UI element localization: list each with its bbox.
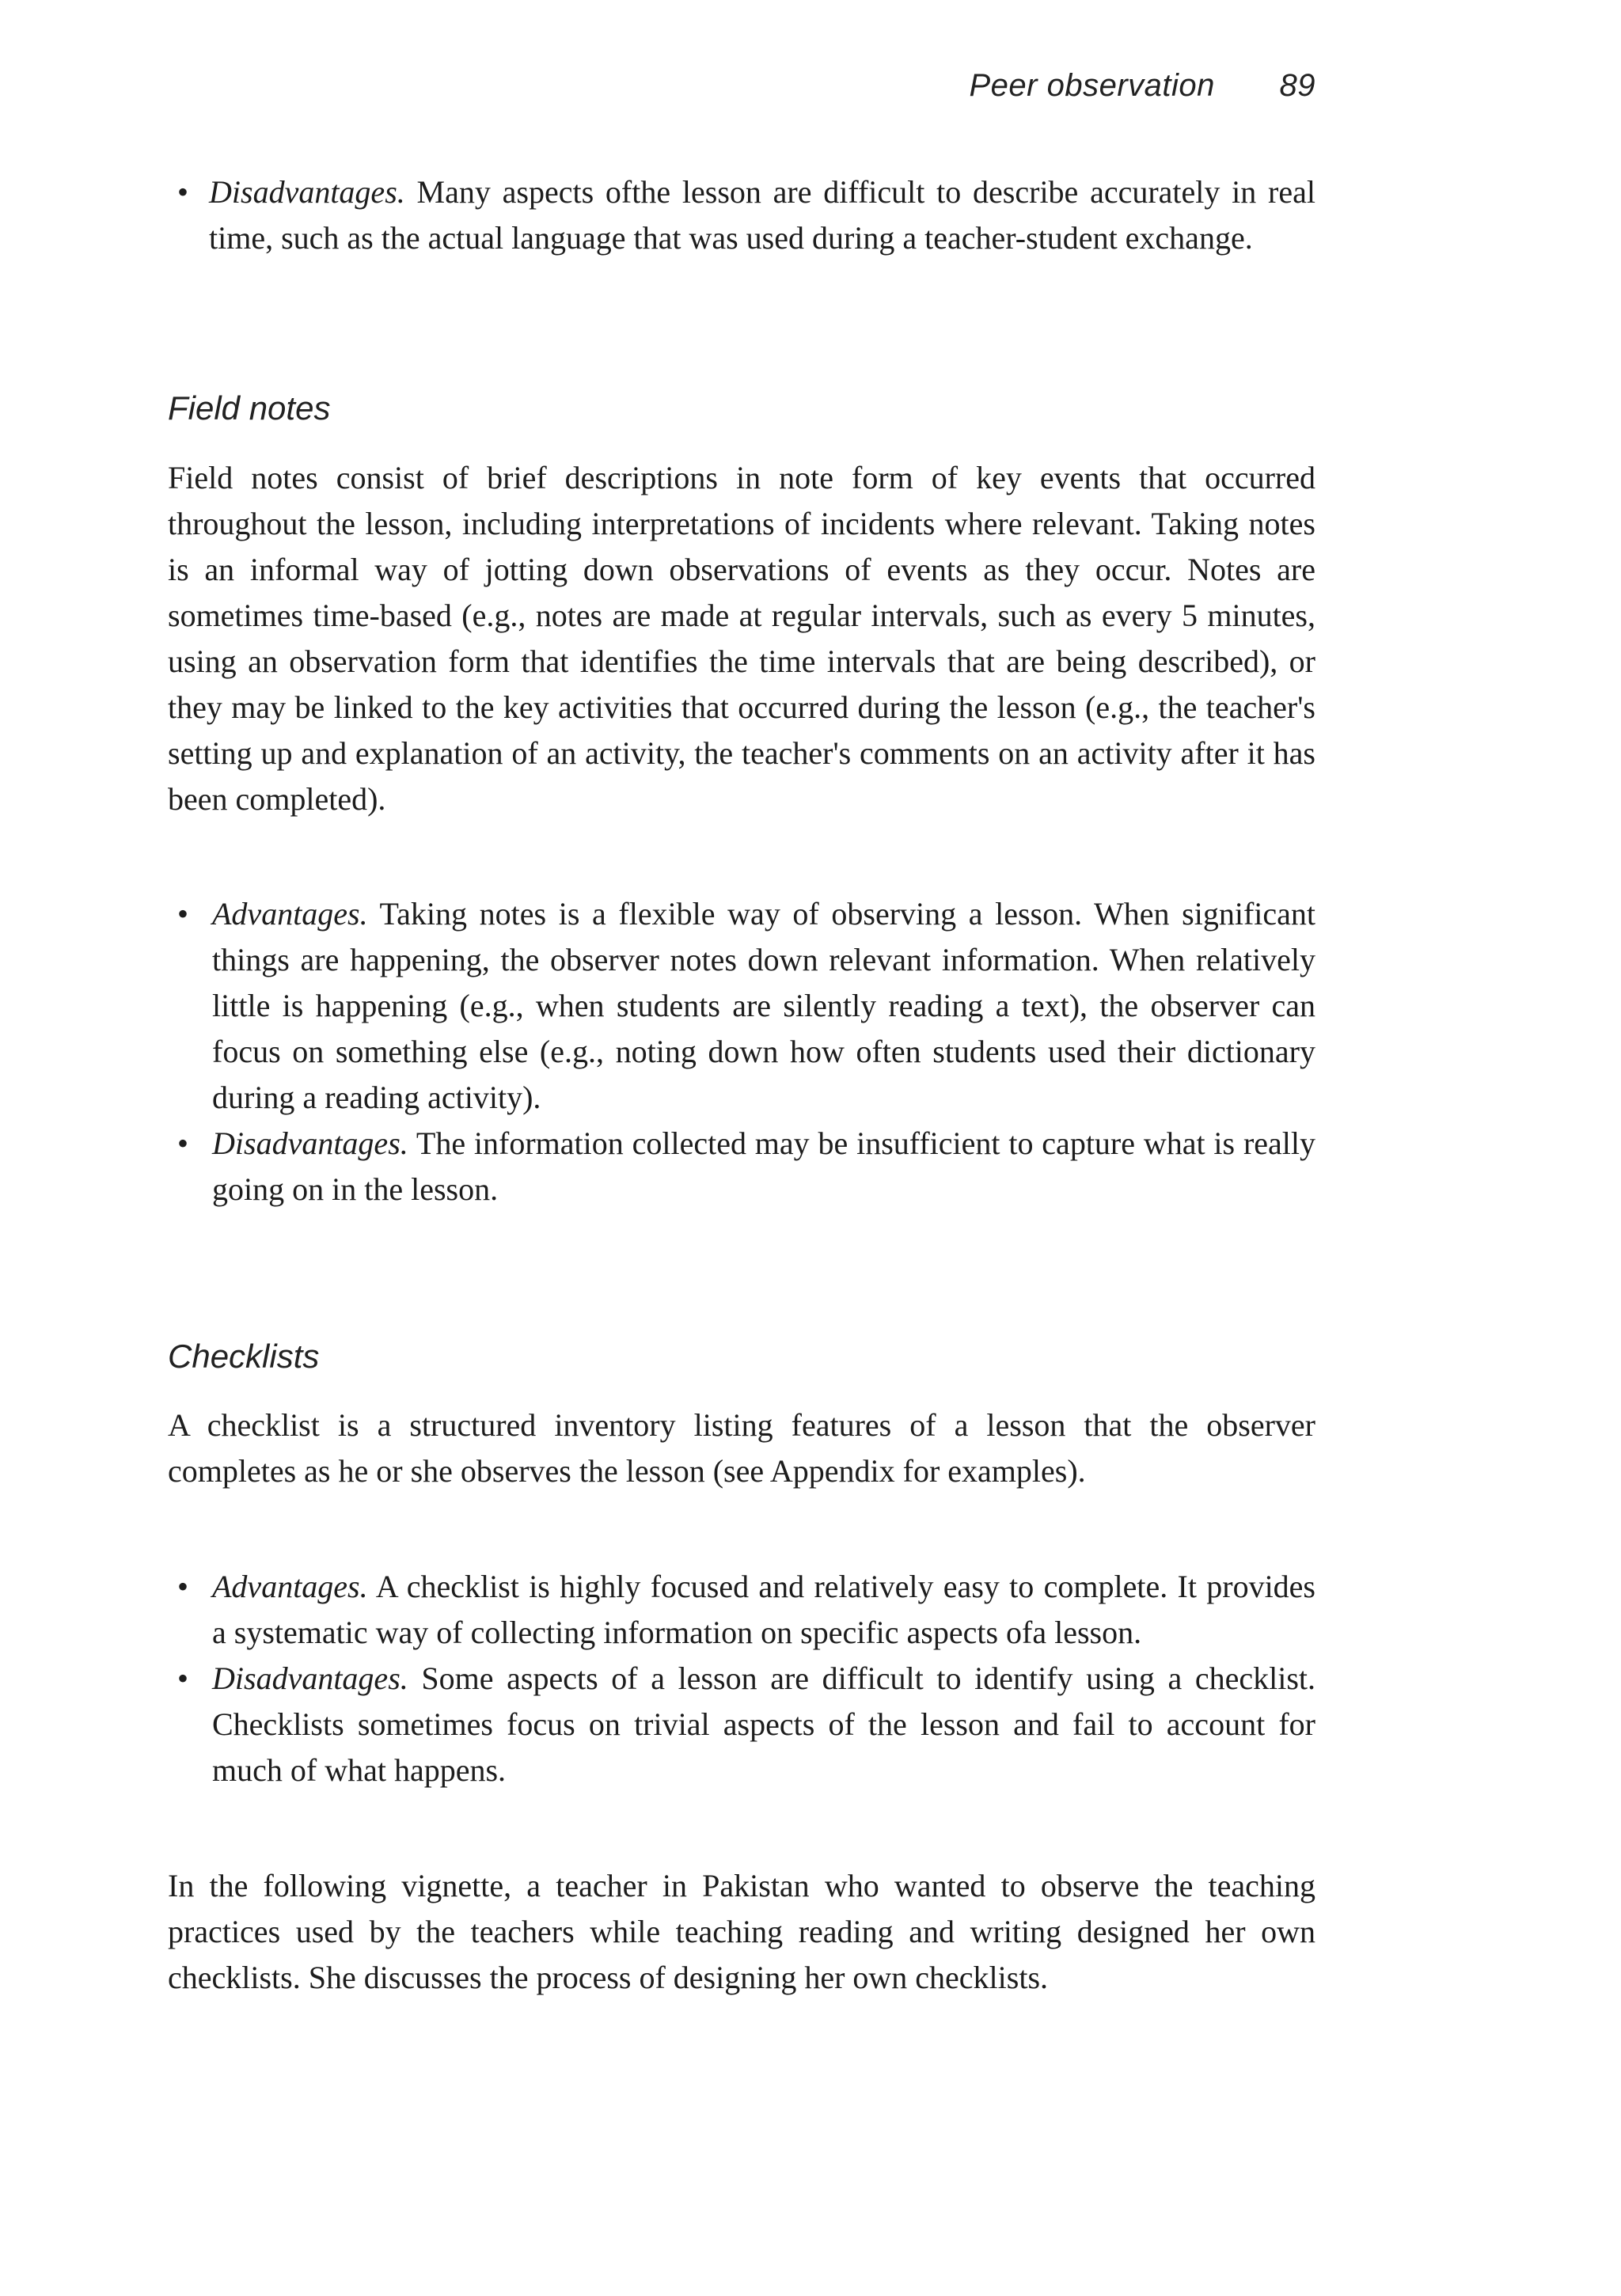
intro-bullet: [168, 169, 1315, 261]
section-heading-field-notes: Field notes: [168, 389, 331, 427]
list-item: [168, 891, 1315, 1121]
section-heading-checklists: Checklists: [168, 1338, 320, 1375]
bullet-dot: •: [177, 1569, 189, 1604]
bullet-label: Disadvantages.: [212, 1660, 408, 1696]
bullet-text: Many aspects ofthe lesson are difficult to describe accurately in real time, such as the actual language that was used during a teacher-student exchange.: [209, 174, 1316, 256]
bullet-dot: •: [177, 1660, 189, 1696]
list-item: [168, 1656, 1315, 1793]
running-header-title: Peer observation: [969, 68, 1215, 103]
bullet-text: A checklist is highly focused and relatively easy to complete. It provides a systematic way of collecting information on specific aspects ofa lesson.: [212, 1569, 1315, 1650]
checklists-paragraph: A checklist is a structured inventory listing features of a lesson that the observer completes as he or she observes the lesson (see Appendix for examples).: [168, 1407, 1315, 1489]
bullet-label: Disadvantages.: [212, 1125, 408, 1161]
bullet-dot: •: [177, 896, 189, 932]
bullet-label: Disadvantages.: [209, 174, 405, 210]
bullet-dot: •: [177, 1125, 189, 1161]
list-item: [168, 1564, 1315, 1656]
field-notes-paragraph: Field notes consist of brief descriptions in note form of key events that occurred throughout the lesson, including interpretations of incidents where relevant. Taking notes is an informal way of jotting down observations of events as they occur. Notes are sometimes time-based (e.g., notes are made at regular intervals, such as every 5 minutes, using an observation form that identifies the time intervals that are being described), or they may be linked to the key activities that occurred during the lesson (e.g., the teacher's setting up and explanation of an activity, the teacher's comments on an activity after it has been completed).: [168, 460, 1315, 817]
running-header: [969, 68, 1315, 104]
closing-paragraph: In the following vignette, a teacher in Pakistan who wanted to observe the teaching practices used by the teachers while teaching reading and writing designed her own checklists. She discusses the process of designing her own checklists.: [168, 1868, 1315, 1995]
bullet-text: Some aspects of a lesson are difficult to identify using a checklist. Checklists sometimes focus on trivial aspects of the lesson and fail to account for much of what happens.: [212, 1660, 1315, 1788]
bullet-label: Advantages.: [212, 896, 368, 932]
bullet-text: Taking notes is a flexible way of observing a lesson. When significant things are happening, the observer notes down relevant information. When relatively little is happening (e.g., when students are silently reading a text), the observer can focus on something else (e.g., noting down how often students used their dictionary during a reading activity).: [212, 896, 1315, 1115]
bullet-label: Advantages.: [212, 1569, 368, 1604]
list-item: [168, 1121, 1315, 1213]
field-notes-bullets: [168, 891, 1315, 1213]
checklists-bullets: [168, 1564, 1315, 1793]
page-number: 89: [1279, 68, 1315, 103]
bullet-dot: •: [177, 174, 189, 210]
bullet-text: The information collected may be insufficient to capture what is really going on in the lesson.: [212, 1125, 1315, 1207]
